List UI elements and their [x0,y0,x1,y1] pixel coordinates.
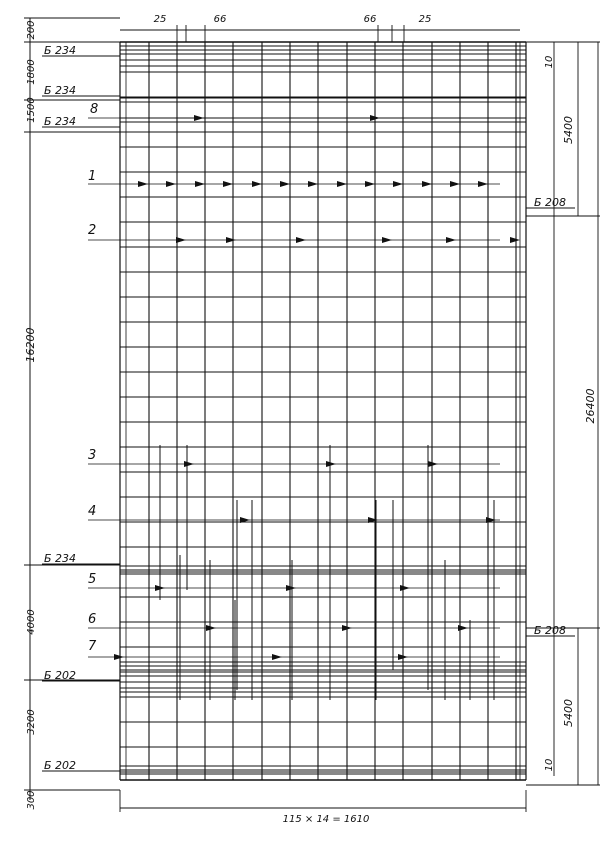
left-dim-4000: 4000 [26,609,37,635]
marker-7: 7 [88,639,97,654]
left-dim-16200: 16200 [24,327,37,363]
right-dim-5400-top: 5400 [562,116,575,144]
top-dim-66-right: 66 [363,14,377,25]
row-1-arrowhead [422,181,432,187]
marker-4: 4 [88,504,97,519]
row-7-arrowhead [272,654,282,660]
marker-5: 5 [88,572,97,587]
row-6-arrowhead [458,625,468,631]
marker-6: 6 [88,612,97,627]
row-1-arrowhead [393,181,403,187]
row-6-arrowhead [206,625,216,631]
callout-b208-1: Б 208 [534,196,567,209]
right-dim-10-top: 10 [544,55,555,69]
row-3-arrowhead [428,461,438,467]
row-1-arrowhead [166,181,176,187]
row-5-arrowhead [286,585,296,591]
row-1-arrowhead [365,181,375,187]
row-2-arrowhead [226,237,236,243]
left-dim-300: 300 [26,790,37,810]
row-1-arrowhead [280,181,290,187]
callout-b208-2: Б 208 [534,624,567,637]
left-dim-3200: 3200 [26,709,37,735]
row-1-arrowhead [195,181,205,187]
right-dim-5400-bottom: 5400 [562,699,575,727]
row-7-arrowhead [114,654,124,660]
row-1-arrowhead [138,181,148,187]
left-dim-200: 200 [26,20,37,40]
row-3-arrowhead [184,461,194,467]
callout-b234-4: Б 234 [44,552,77,565]
marker-8: 8 [90,102,99,117]
marker-3: 3 [88,448,97,463]
callout-b202-1: Б 202 [44,669,77,682]
callout-b234-3: Б 234 [44,115,77,128]
callout-b234-1: Б 234 [44,44,77,57]
bottom-dim-label: 115 × 14 = 1610 [282,814,370,825]
row-5-arrowhead [400,585,410,591]
marker-1: 1 [88,169,97,184]
right-dim-26400: 26400 [584,388,597,424]
left-dim-1800: 1800 [26,59,37,85]
row-1-arrowhead [450,181,460,187]
row-1-arrowhead [478,181,488,187]
top-dim-25-left: 25 [153,14,167,25]
row-1-arrowhead [308,181,318,187]
row-2-arrowhead [296,237,306,243]
left-dim-1500: 1500 [26,97,37,123]
row-1-arrowhead [252,181,262,187]
row-2-arrowhead [176,237,186,243]
top-dim-66-left: 66 [213,14,227,25]
row-1-arrowhead [337,181,347,187]
marker-2: 2 [88,223,97,238]
dimension-lines [24,18,600,812]
row-1-arrowhead [223,181,233,187]
right-dim-10-bottom: 10 [544,758,555,772]
row-2-arrowhead [382,237,392,243]
row-8-arrowhead [194,115,204,121]
row-3-arrowhead [326,461,336,467]
callout-b234-2: Б 234 [44,84,77,97]
mesh-grid [120,42,526,780]
callout-b202-2: Б 202 [44,759,77,772]
top-dim-25-right: 25 [418,14,432,25]
row-2-arrowhead [510,237,520,243]
row-2-arrowhead [446,237,456,243]
